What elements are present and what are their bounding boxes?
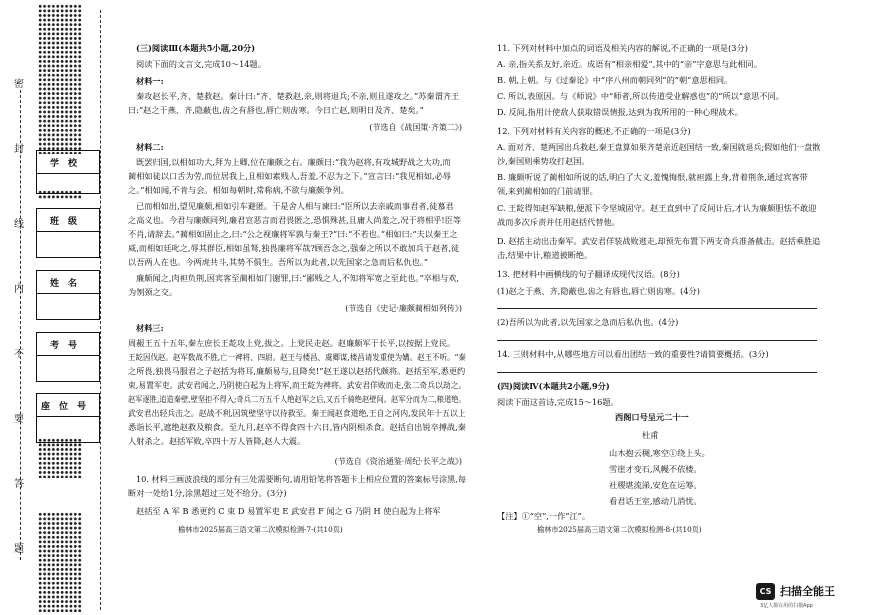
seal-char: 密 <box>14 79 24 90</box>
material-3-line: 武安君出轻兵击之。赵战不利,因筑壁坚守以待救至。秦王闻赵食道绝,王自之河内,发民年十五以上 <box>128 408 466 418</box>
material-2-source: (节选自《史记·廉颇蔺相如列传》) <box>345 304 462 313</box>
material-1-line: 曰:“赵之于燕、齐,隐蔽也,齿之有唇也,唇亡则齿寒。今日亡赵,则明日及齐、楚矣。” <box>128 105 424 115</box>
question-12-option: 战而多次斥责并任用赵括代替他。 <box>497 217 620 227</box>
material-2-line: 不肖,请辞去。”蔺相如固止之,曰:“公之视廉将军孰与秦王?”曰:“不若也。”相如曰:“夫以秦王之 <box>128 229 458 239</box>
seal-char: 不 <box>14 349 24 360</box>
answer-line[interactable] <box>497 340 817 341</box>
material-3-line: 之所畏,独畏马服君之子赵括为将耳,廉颇易与,且降矣!”赵王遂以赵括代颇将。赵括至军,悉更约 <box>128 366 466 376</box>
question-13-part-1: (1)赵之于燕、齐,隐蔽也,齿之有唇也,唇亡则齿寒。(4分) <box>497 286 700 296</box>
question-11-option: A. 亲,指关系友好,亲近。成语有“相亲相爱”,其中的“亲”字意思与此相同。 <box>497 59 762 69</box>
poem-line: 社稷堪流涕,安危在运筹。 <box>609 480 702 490</box>
question-13: 13. 把材料中画横线的句子翻译成现代汉语。(8分) <box>497 269 680 279</box>
seal-char: 答 <box>14 479 24 490</box>
question-11-option: D. 反间,指用计使敌人获取错误情报,达到为我所用的一种心理战术。 <box>497 107 743 117</box>
seal-char: 线 <box>14 219 24 230</box>
field-label: 学校 <box>37 151 99 174</box>
logo-name: 扫描全能王 <box>780 585 835 598</box>
poem-line: 看君话王室,感动几消忧。 <box>609 496 702 506</box>
section-intro: 阅读下面的文言文,完成10～14题。 <box>136 59 266 69</box>
exam-number-field[interactable] <box>36 332 100 382</box>
question-13-part-2: (2)吾所以为此者,以先国家之急而后私仇也。(4分) <box>497 317 679 327</box>
material-2-line: 以吾两人在也。今两虎共斗,其势不俱生。吾所以为此者,以先国家之急而后私仇也。” <box>128 257 429 267</box>
page-8 <box>497 0 822 615</box>
material-3-line: 悉诣长平,遮绝赵救及粮食。至九月,赵卒不得食四十六日,皆内阴相杀食。赵括自出锐卒搏战,秦 <box>128 422 466 432</box>
seal-char: 要 <box>14 414 24 425</box>
material-3-line: 束,易置军吏。武安君闻之,乃阴使白起为上将军,而王龁为裨将。武安君佯败而走,张二奇兵以劫之。 <box>128 380 467 390</box>
material-2-line: 威,而相如廷叱之,辱其群臣,相如虽驽,独畏廉将军哉?顾吾念之,强秦之所以不敢加兵于赵者,徒 <box>128 243 460 253</box>
material-2-title: 材料二: <box>136 142 164 152</box>
material-3-source: (节选自《资治通鉴·周纪·长平之战》) <box>334 457 462 466</box>
material-2-line: 之高义也。今君与廉颇同列,廉君宣恶言而君畏匿之,恐惧殊甚,且庸人尚羞之,况于将相乎!臣等 <box>128 215 462 225</box>
material-3-line: 王龁因伐赵。赵军数战不胜,亡一裨将、四尉。赵王与楼昌、虞卿谋,楼昌请发重使为媾。赵王不听。“秦 <box>128 352 466 362</box>
question-12-option: D. 赵括主动出击秦军。武安君佯装战败逃走,却预先布置下两支奇兵准备截击。赵括乘胜追 <box>497 236 821 246</box>
section-4-title: (四)阅读Ⅳ(本题共2小题,9分) <box>497 381 610 391</box>
seal-char: 封 <box>14 144 24 155</box>
question-12-option: 击,结果中计,粮道被断绝。 <box>497 250 593 260</box>
material-2-line: 已而相如出,望见廉颇,相如引车避匿。于是舍人相与谏曰:“臣所以去亲戚而事君者,徒慕君 <box>136 201 454 211</box>
school-field[interactable] <box>36 150 100 194</box>
question-12-option: 沙,秦国则乘势攻打赵国。 <box>497 156 590 166</box>
question-10: 10. 材料三画波浪线的部分有三处需要断句,请用铅笔将答题卡上相应位置的答案标号涂黑,每 <box>136 474 466 484</box>
question-12-option: 领,来到蔺相如的门前请罪。 <box>497 186 598 196</box>
question-12: 12. 下列对材料有关内容的概述,不正确的一项是(3分) <box>497 126 691 136</box>
material-1-source: (节选自《战国策·齐策二》) <box>369 123 462 132</box>
material-1-line: 秦攻赵长平,齐、楚救赵。秦计曰:“齐、楚救赵,亲,则将退兵;不亲,则且遂攻之。”苏秦谓齐王 <box>136 91 460 101</box>
material-2-line: 既罢归国,以相如功大,拜为上卿,位在廉颇之右。廉颇曰:“我为赵将,有攻城野战之大功,而 <box>136 157 451 167</box>
poem-line: 雪崖才变石,风幔不依楼。 <box>609 464 702 474</box>
field-label: 座位号 <box>37 394 99 417</box>
field-label: 考号 <box>37 333 99 356</box>
section-title: (三)阅读Ⅲ(本题共5小题,20分) <box>136 43 256 53</box>
question-11: 11. 下列对材料中加点的词语及相关内容的解说,不正确的一项是(3分) <box>497 43 748 53</box>
material-2-line: 蔺相如徒以口舌为劳,而位居我上,且相如素贱人,吾羞,不忍为之下。”宣言曰:“我见相如,必辱 <box>128 171 451 181</box>
question-11-option: B. 朝,上朝。与《过秦论》中“序八州而朝同列”的“朝”意思相同。 <box>497 75 733 85</box>
material-2-line: 之。”相如闻,不肯与会。相如每朝时,常称病,不欲与廉颇争列。 <box>128 185 349 195</box>
page-footer: 榆林市2025届高三语文第二次模拟检测-8-(共10页) <box>537 525 702 534</box>
poem-line: 山木抱云稠,寒空①绕上头。 <box>609 448 710 458</box>
dot-pattern-bottom <box>38 438 82 478</box>
material-2-line: 为刎颈之交。 <box>128 287 178 297</box>
seat-number-field[interactable] <box>36 393 100 443</box>
question-12-option: A. 面对齐、楚两国出兵救赵,秦王盘算如果齐楚亲近赵国结一致,秦国就退兵;假如他们一盘散 <box>497 142 821 152</box>
field-label: 姓名 <box>37 271 99 294</box>
question-10-answer-boxes[interactable]: 赵括至 A 军 B 悉更约 C 束 D 易置军吏 E 武安君 F 闻之 G 乃阴 H 使白起为上将军 <box>136 506 441 516</box>
page-7 <box>128 0 468 615</box>
poem-note: 【注】①“空”,一作“江”。 <box>497 511 591 521</box>
seal-char: 内 <box>14 284 24 295</box>
dot-pattern-top <box>38 4 82 154</box>
material-3-line: 人射杀之。赵括军败,卒四十万人皆降,赵人大震。 <box>128 436 306 446</box>
dot-pattern-foot <box>38 512 82 612</box>
section-4-intro: 阅读下面这首诗,完成15～16题。 <box>497 397 619 407</box>
class-field[interactable] <box>36 208 100 258</box>
poem-title: 西阁口号呈元二十一 <box>615 412 689 422</box>
question-12-option: B. 廉颇听说了蔺相如所说的话,明白了大义,羞愧悔恨,就袒露上身,背着荆条,通过宾客带 <box>497 172 808 182</box>
question-12-option: C. 王龁得知赵军缺粮,便派下令坚城固守。赵王直到中了反间计后,才认为廉颇胆怯不敢迎 <box>497 203 817 213</box>
material-3-line: 周赧王五十五年,秦左庶长王龁攻上党,拔之。上党民走赵。赵廉颇军于长平,以按据上党民。 <box>128 338 456 348</box>
camscanner-icon: CS <box>756 583 775 600</box>
answer-line[interactable] <box>497 372 817 373</box>
poem-author: 杜甫 <box>642 430 659 440</box>
seal-line-right <box>100 10 101 610</box>
material-3-title: 材料三: <box>136 323 164 333</box>
seal-char: 题 <box>14 544 24 555</box>
page-footer: 榆林市2025届高三语文第二次模拟检测-7-(共10页) <box>178 525 343 534</box>
material-2-line: 廉颇闻之,肉袒负荆,因宾客至蔺相如门谢罪,曰:“鄙贱之人,不知将军宽之至此也。”卒相与欢, <box>136 273 459 283</box>
camscanner-logo <box>756 580 866 612</box>
field-label: 班级 <box>37 209 99 232</box>
answer-line[interactable] <box>497 308 817 309</box>
binding-strip <box>0 0 118 615</box>
material-1-title: 材料一: <box>136 76 164 86</box>
question-11-option: C. 所以,表原因。与《师说》中“师者,所以传道受业解惑也”的“所以”意思不同。 <box>497 91 784 101</box>
question-10: 断对一处给1分,涂黑超过三处不给分。(3分) <box>128 488 287 498</box>
question-14: 14. 三则材料中,从哪些地方可以看出团结一致的重要性?请简要概括。(3分) <box>497 349 769 359</box>
name-field[interactable] <box>36 270 100 320</box>
logo-tagline: 3亿人都在用的扫描App <box>760 603 813 609</box>
material-3-line: 赵军逐胜,追造秦壁,壁坚拒不得入;奇兵二万五千人绝赵军之后,又五千骑绝赵壁间。赵军分而为二,粮道绝。 <box>128 394 466 404</box>
